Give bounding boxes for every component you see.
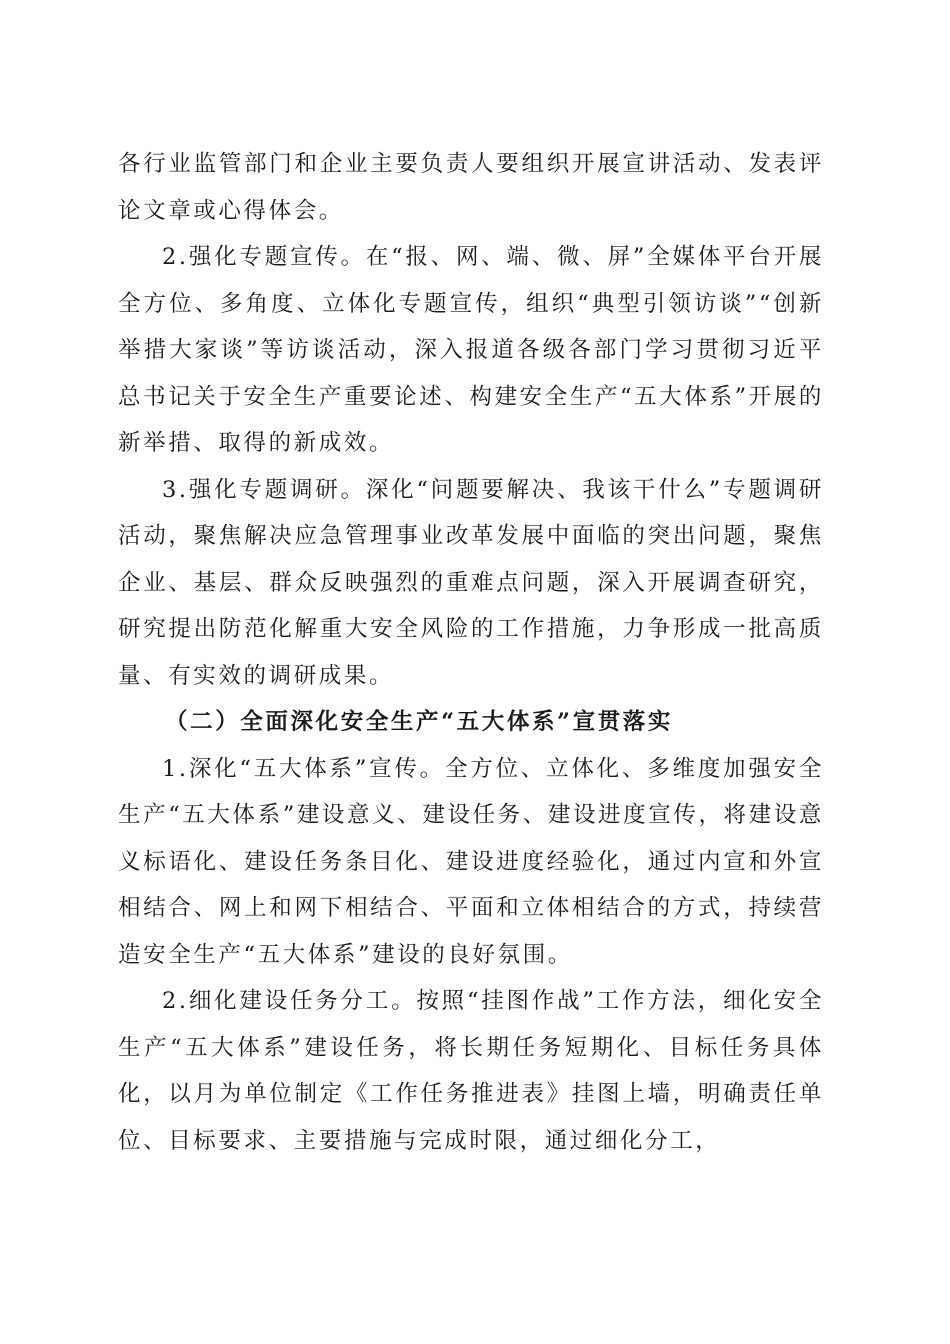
- paragraph-item-2-publicity: 2.强化专题宣传。在“报、网、端、微、屏”全媒体平台开展全方位、多角度、立体化专题宣传，组织“典型引领访谈”“创新举措大家谈”等访谈活动，深入报道各级各部门学习贯彻习近平总书记关于安全生产重要论述、构建安全生产“五大体系”开展的新举措、取得的新成效。: [118, 244, 824, 456]
- section-heading: （二）全面深化安全生产“五大体系”宣贯落实: [165, 709, 673, 735]
- paragraph-item-1-five-systems: 1.深化“五大体系”宣传。全方位、立体化、多维度加强安全生产“五大体系”建设意义、建设任务、建设进度宣传，将建设意义标语化、建设任务条目化、建设进度经验化，通过内宣和外宣相结合、网上和网下相结合、平面和立体相结合的方式，持续营造安全生产“五大体系”建设的良好氛围。: [118, 755, 824, 968]
- document-body: [118, 141, 824, 1164]
- paragraph-item-2-task-division: 2.细化建设任务分工。按照“挂图作战”工作方法，细化安全生产“五大体系”建设任务，将长期任务短期化、目标任务具体化，以月为单位制定《工作任务推进表》挂图上墙，明确责任单位、目标要求、主要措施与完成时限，通过细化分工，: [118, 988, 824, 1154]
- paragraph-item-3-research: 3.强化专题调研。深化“问题要解决、我该干什么”专题调研活动，聚焦解决应急管理事业改革发展中面临的突出问题，聚焦企业、基层、群众反映强烈的重难点问题，深入开展调查研究，研究提出防范化解重大安全风险的工作措施，力争形成一批高质量、有实效的调研成果。: [118, 476, 824, 689]
- paragraph-continued: 各行业监管部门和企业主要负责人要组织开展宣讲活动、发表评论文章或心得体会。: [118, 151, 824, 224]
